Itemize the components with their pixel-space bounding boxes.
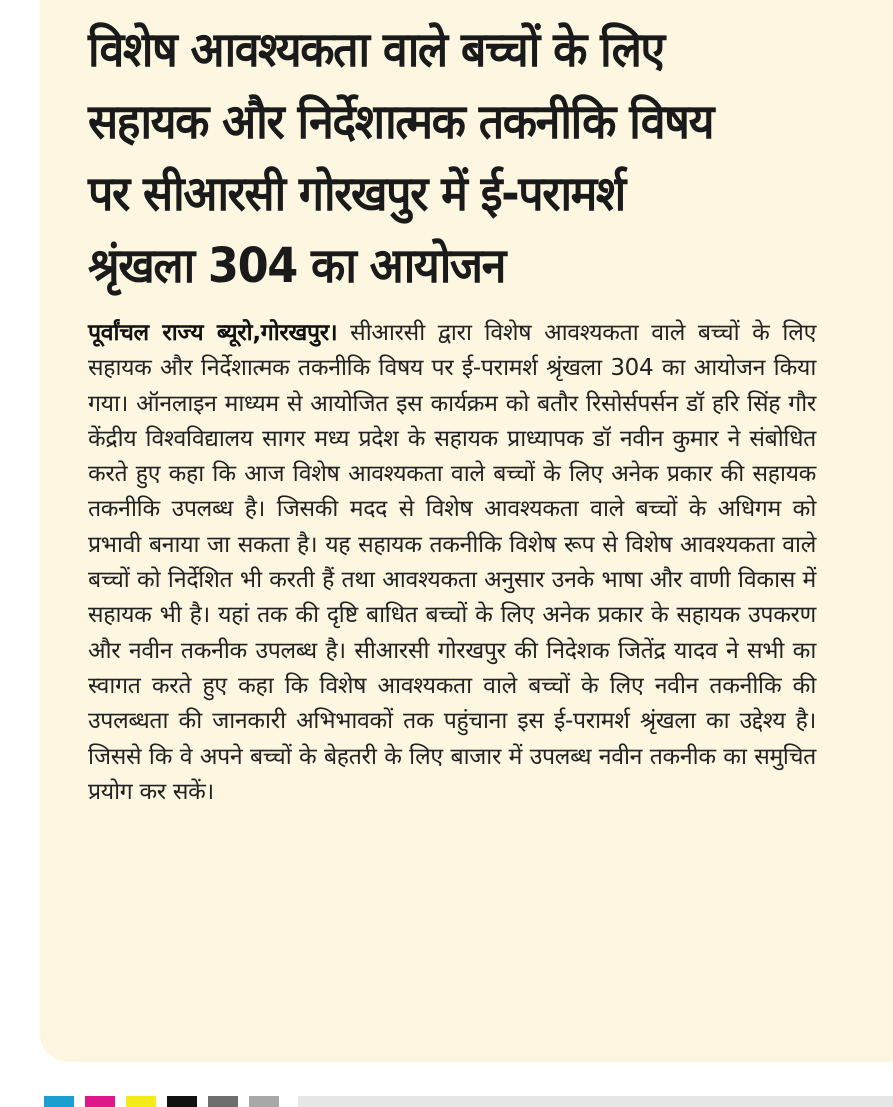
headline-line-2: सहायक और निर्देशात्मक तकनीकि विषय	[88, 94, 714, 150]
print-color-strip	[0, 1096, 893, 1107]
swatch-yellow	[126, 1096, 156, 1107]
headline	[88, 14, 823, 302]
article-body	[88, 316, 816, 810]
headline-line-1: विशेष आवश्यकता वाले बच्चों के लिए	[88, 22, 664, 78]
swatch-cyan	[44, 1096, 74, 1107]
swatch-magenta	[85, 1096, 115, 1107]
article-text: सीआरसी द्वारा विशेष आवश्यकता वाले बच्चों के लिए सहायक और निर्देशात्मक तकनीकि विषय पर ई-परामर्श श्रृंखला 304 का आयोजन किया गया। ऑनलाइन माध्यम से आयोजित इस कार्यक्रम को बतौर रिसोर्सपर्सन डॉ हरि सिंह गौर केंद्रीय विश्वविद्यालय सागर मध्य प्रदेश के सहायक प्राध्यापक डॉ नवीन कुमार ने संबोधित करते हुए कहा कि आज विशेष आवश्यकता वाले बच्चों के लिए अनेक प्रकार की सहायक तकनीकि उपलब्ध है। जिसकी मदद से विशेष आवश्यकता वाले बच्चों के अधिगम को प्रभावी बनाया जा सकता है। यह सहायक तकनीकि विशेष रूप से विशेष आवश्यकता वाले बच्चों को निर्देशित भी करती हैं तथा आवश्यकता अनुसार उनके भाषा और वाणी विकास में सहायक भी है। यहां तक की दृष्टि बाधित बच्चों के लिए अनेक प्रकार के सहायक उपकरण और नवीन तकनीक उपलब्ध है। सीआरसी गोरखपुर की निदेशक जितेंद्र यादव ने सभी का स्वागत करते हुए कहा कि विशेष आवश्यकता वाले बच्चों के लिए नवीन तकनीकि की उपलब्धता की जानकारी अभिभावकों तक पहुंचाना इस ई-परामर्श श्रृंखला का उद्देश्य है। जिससे कि वे अपने बच्चों के बेहतरी के लिए बाजार में उपलब्ध नवीन तकनीक का समुचित प्रयोग कर सकें।	[88, 320, 816, 805]
headline-line-3: पर सीआरसी गोरखपुर में ई-परामर्श	[88, 166, 625, 222]
headline-line-4: श्रृंखला 304 का आयोजन	[88, 238, 506, 294]
print-strip-bar	[298, 1096, 893, 1107]
swatch-dark-gray	[208, 1096, 238, 1107]
swatch-black	[167, 1096, 197, 1107]
swatch-light-gray	[249, 1096, 279, 1107]
dateline: पूर्वांचल राज्य ब्यूरो,गोरखपुर।	[88, 320, 338, 346]
